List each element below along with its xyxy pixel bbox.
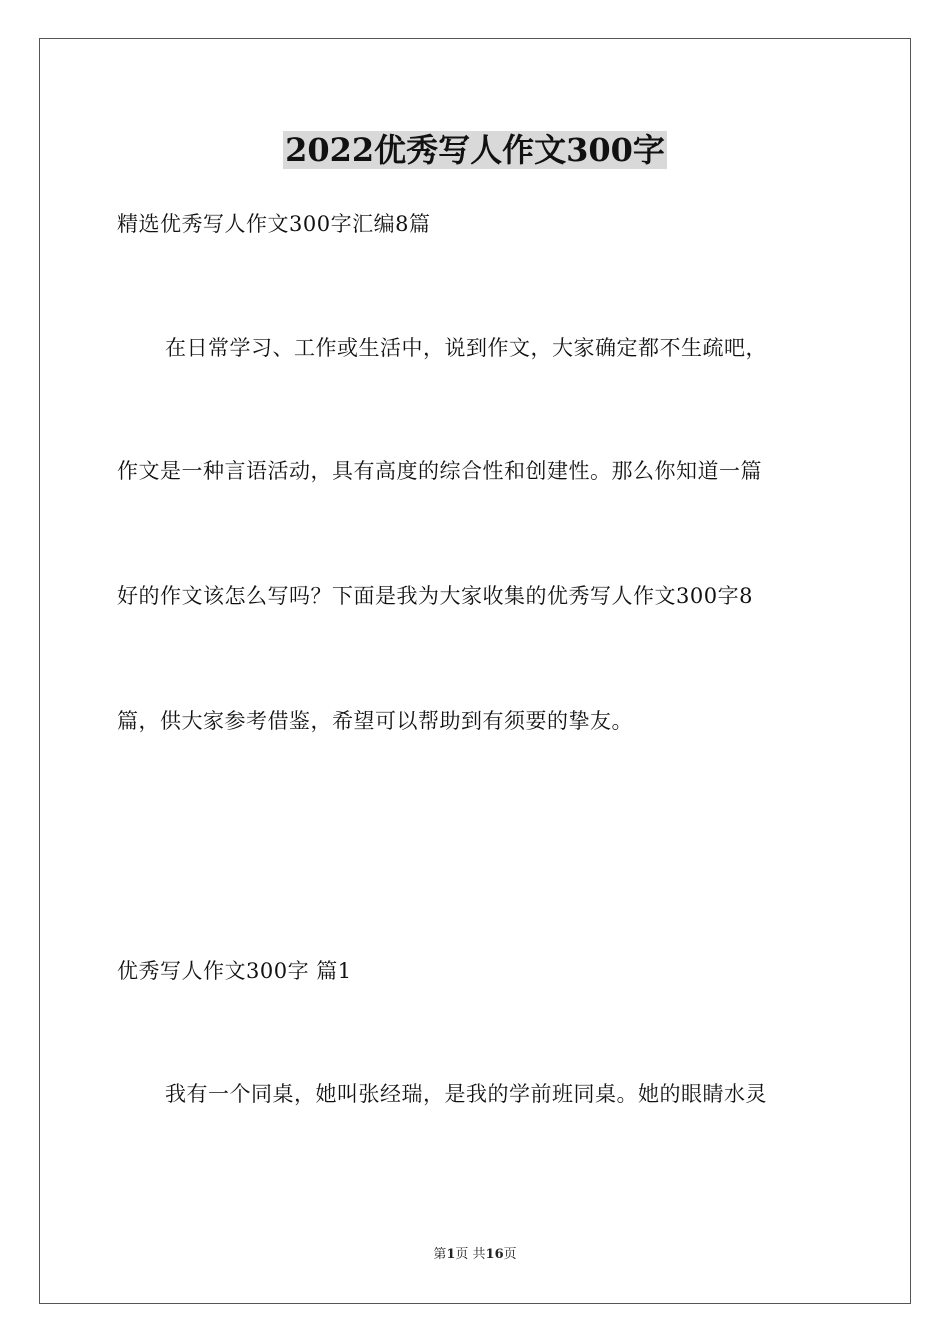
document-title <box>0 125 950 175</box>
section-line-1: 我有一个同桌，她叫张经瑞，是我的学前班同桌。她的眼睛水灵 <box>165 1082 767 1106</box>
page-footer <box>0 1245 950 1265</box>
footer-page-total: 16 <box>485 1247 504 1262</box>
footer-page-suffix: 页 <box>503 1247 517 1262</box>
intro-line-3: 好的作文该怎么写吗？下面是我为大家收集的优秀写人作文300字8 <box>117 584 753 608</box>
section-heading: 优秀写人作文300字 篇1 <box>117 959 352 983</box>
intro-line-2: 作文是一种言语活动，具有高度的综合性和创建性。那么你知道一篇 <box>117 459 762 483</box>
intro-line-1: 在日常学习、工作或生活中，说到作文，大家确定都不生疏吧， <box>165 336 767 360</box>
intro-line-4: 篇，供大家参考借鉴，希望可以帮助到有须要的挚友。 <box>117 709 633 733</box>
footer-page-prefix: 第 <box>433 1247 447 1262</box>
document-subtitle: 精选优秀写人作文300字汇编8篇 <box>117 212 431 236</box>
footer-page-current: 1 <box>446 1247 456 1262</box>
footer-page-mid: 页 共 <box>455 1247 486 1262</box>
document-title-text: 2022优秀写人作文300字 <box>285 131 665 169</box>
